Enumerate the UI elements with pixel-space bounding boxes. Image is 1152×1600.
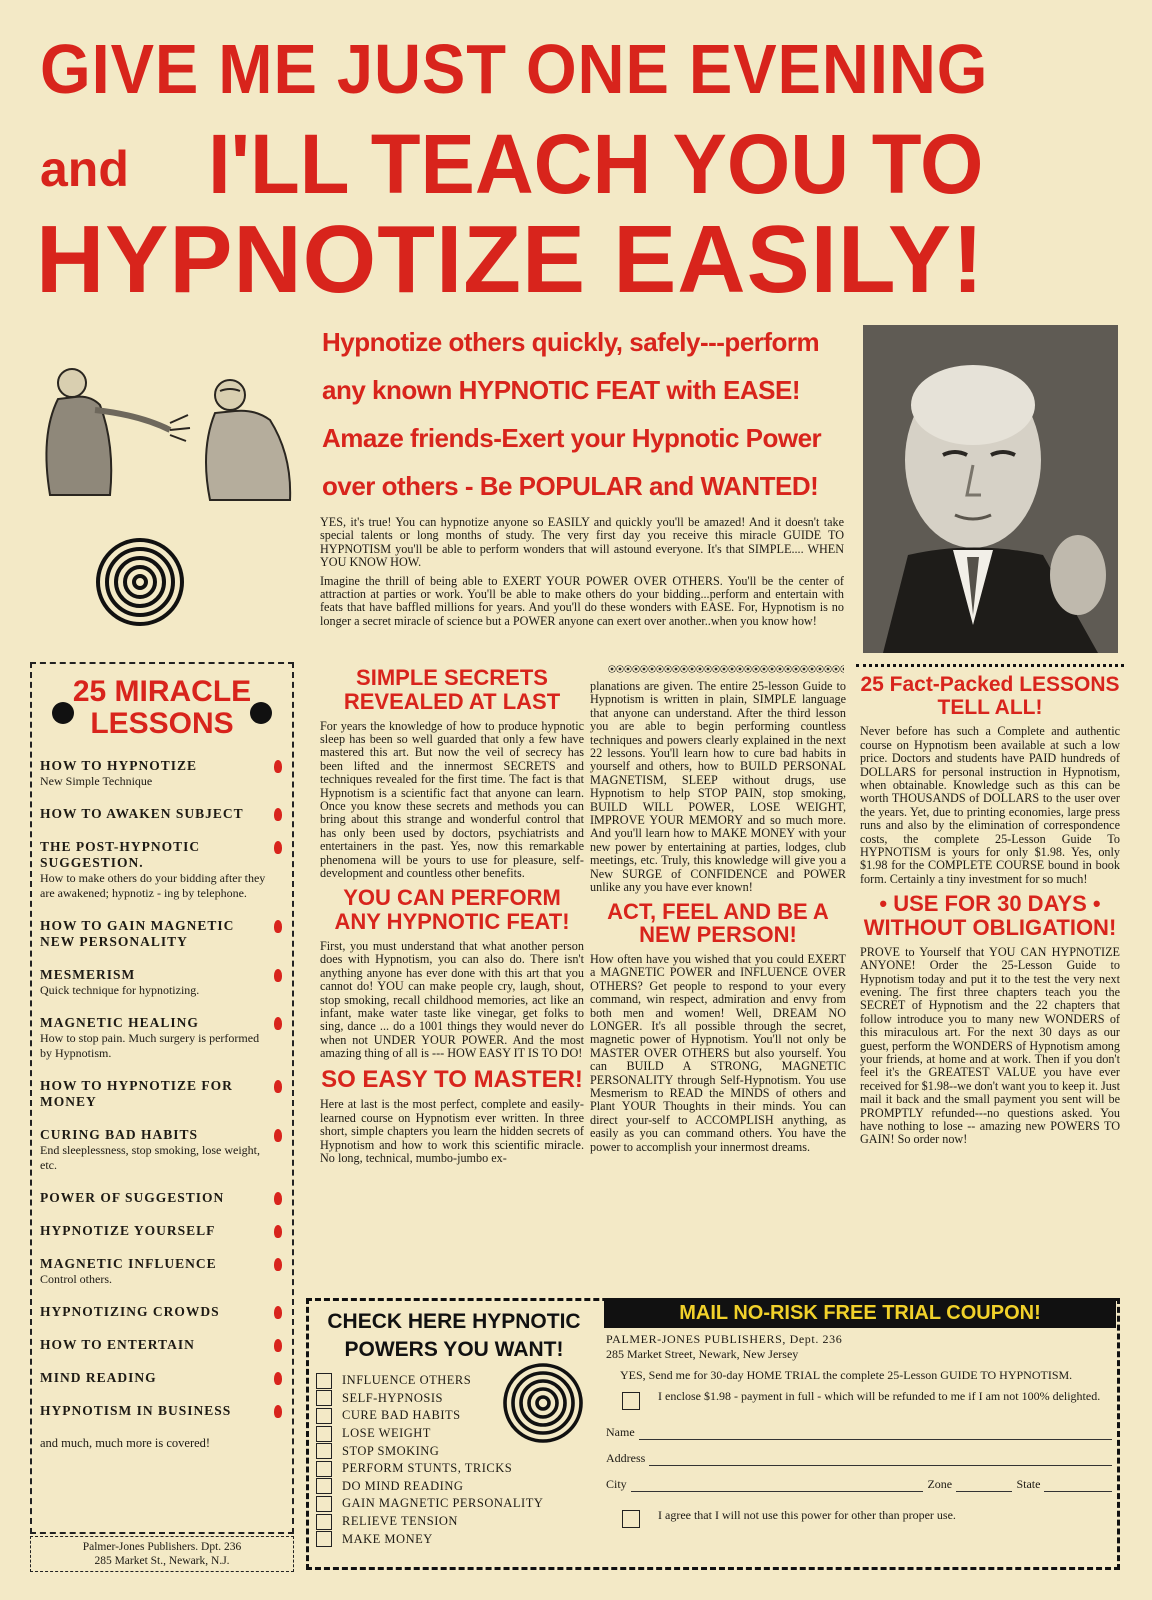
name-field[interactable] [606,1414,1112,1440]
coupon-address: 285 Market Street, Newark, New Jersey [606,1347,799,1361]
checkbox[interactable] [316,1373,332,1389]
section-text: Never before has such a Complete and authentic course on Hypnotism been available at such a low price. Doctors and students have PAID hundreds of DOLLARS for personal instruction in Hypnotism, when obtainable. Knowledge such as this can be worth THOUSANDS of DOLLARS to the user over the years. Yet, due to printing economies, large press runs and also by the elimination of correspondence costs, the complete 25-Lesson Guide To HYPNOTISM is yours for only $1.98. Yes, only $1.98 for the COMPLETE COURSE bound in book form. Certainly a tiny investment for so much! [860,724,1120,886]
lesson-title: HOW TO HYPNOTIZE [40,758,198,773]
checklist-title [316,1308,592,1364]
section-heading: SIMPLE SECRETS REVEALED AT LAST [343,665,561,714]
agree-text: I agree that I will not use this power for other than proper use. [658,1508,956,1522]
checklist-item[interactable] [316,1530,592,1548]
lesson-item [40,758,284,789]
checklist-title-line: POWERS YOU WANT! [344,1338,564,1361]
flame-icon [274,1080,282,1093]
agree-row [622,1508,1112,1528]
flame-icon [274,1017,282,1030]
lessons-title [40,672,284,741]
checkbox[interactable] [316,1478,332,1494]
section-heading: ACT, FEEL AND BE A NEW PERSON! [607,898,829,948]
name-label: Name [606,1425,635,1439]
lesson-title: MIND READING [40,1370,157,1385]
flame-icon [274,969,282,982]
lesson-item [40,967,284,998]
publisher-address-small [30,1536,294,1572]
lesson-item [40,1127,284,1173]
publisher-line: 285 Market St., Newark, N.J. [94,1555,230,1567]
subheadline [322,318,842,510]
coupon-publisher: PALMER-JONES PUBLISHERS, Dept. 236 [606,1332,843,1346]
subheadline-line: any known HYPNOTIC FEAT with EASE! [322,375,800,405]
checklist-label: INFLUENCE OTHERS [342,1373,472,1388]
section-text: First, you must understand that what another person does with Hypnotism, you can also do. There isn't anything anyone has ever done with this art that you cannot do! YOU can make people cry, laugh, shout, stop smoking, recall childhood memories, act like an infant, make water taste like vinegar, get folks to sing, dance ... do a 1001 things they would never do when not UNDER YOUR POWER. And the most amazing thing of all is --- HOW EASY IT IS TO DO! [320,938,584,1061]
flame-icon [274,1372,282,1385]
checklist-item[interactable] [316,1478,592,1496]
coupon-form [606,1332,1112,1528]
checklist-label: PERFORM STUNTS, TRICKS [342,1461,513,1476]
checklist-label: STOP SMOKING [342,1443,440,1458]
checkbox[interactable] [316,1408,332,1424]
intro-paragraph: Imagine the thrill of being able to EXERT YOUR POWER OVER OTHERS. You'll be the center of attraction at parties or work. You'll be able to make others do your bidding...perform and entertain with feats that have baffled millions for years. And you'll do these wonders with EASE. For, Hypnotism is no longer a secret miracle of science but a POWER anyone can exert over another..when you know how! [320,573,844,628]
coupon-banner: MAIL NO-RISK FREE TRIAL COUPON! [604,1298,1116,1328]
checkbox[interactable] [316,1496,332,1512]
column-3-rule [856,664,1124,667]
checkbox[interactable] [316,1426,332,1442]
checklist-item[interactable] [316,1495,592,1513]
zone-label: Zone [927,1477,953,1491]
bullet-dot-icon [250,702,272,724]
lesson-title: MAGNETIC HEALING [40,1015,199,1030]
section-heading: SO EASY TO MASTER! [321,1065,583,1093]
checklist-label: SELF-HYPNOSIS [342,1390,443,1405]
checkbox[interactable] [316,1390,332,1406]
lesson-title: HOW TO HYPNOTIZE FOR MONEY [40,1078,233,1109]
checklist-label: CURE BAD HABITS [342,1408,461,1423]
bullet-dot-icon [52,702,74,724]
lesson-item [40,918,284,950]
publisher-line: Palmer-Jones Publishers. Dpt. 236 [82,1541,242,1553]
section-text: planations are given. The entire 25-lesson Guide to Hypnotism is written in plain, SIMPLE language that anyone can understand. After the third lesson you are able to begin performing countless techniques and powers clearly explained in the next 22 lessons. You'll learn how to cure bad habits in yourself and others, how to BUILD PERSONAL MAGNETISM, SLEEP without drugs, use Hypnotism to help STOP PAIN, stop smoking, BUILD WILL POWER, LOSE WEIGHT, IMPROVE YOUR MEMORY and so much more. And you'll learn how to MAKE MONEY with your new power by entertaining at parties, lodges, club meetings, etc. Truly, this knowledge will give you a New SURGE of CONFIDENCE and POWER unlike any you have ever known! [590,679,846,895]
checklist-title-line: CHECK HERE HYPNOTIC [327,1310,581,1333]
lesson-item [40,1223,284,1239]
lesson-item [40,1078,284,1110]
section-text: For years the knowledge of how to produce hypnotic sleep has been so well guarded that only a few have mastered this art. But now the veil of secrecy has been lifted and the innermost SECRETS and techniques revealed for the first time. The fact is that Hypnotism is a scientific fact that anyone can learn. Once you know these secrets and methods you can bring about this strange and wonderful control that has only been used by doctors, psychiatrists and entertainers in the past. Yes, now this remarkable phenomena will be yours to use for pleasure, self-development and countless other benefits. [320,718,584,880]
checklist-label: RELIEVE TENSION [342,1514,458,1529]
intro-paragraph: YES, it's true! You can hypnotize anyone so EASILY and quickly you'll be amazed! And it doesn't take special talents or long months of study. The very first day you receive this miracle GUIDE TO HYPNOTISM you'll be able to perform wonders that will astound everyone. It's that SIMPLE.... WHEN YOU KNOW HOW. [320,515,844,570]
column-1 [320,666,584,1170]
city-zone-state-field[interactable] [606,1466,1112,1492]
subheadline-line: over others - Be POPULAR and WANTED! [322,471,819,501]
checkbox[interactable] [316,1514,332,1530]
checkbox[interactable] [316,1461,332,1477]
lessons-list [40,758,284,1419]
flame-icon [274,760,282,773]
checklist-label: DO MIND READING [342,1478,464,1493]
lesson-item [40,1190,284,1206]
flame-icon [274,1258,282,1271]
flame-icon [274,1306,282,1319]
section-heading: YOU CAN PERFORM ANY HYPNOTIC FEAT! [334,885,570,935]
lessons-title-line: LESSONS [90,707,234,741]
checkbox[interactable] [316,1531,332,1547]
column-3 [860,674,1120,1152]
lesson-item [40,1403,284,1419]
hypnotist-illustration [30,355,300,505]
lesson-title: MAGNETIC INFLUENCE [40,1256,217,1271]
lesson-title: HOW TO ENTERTAIN [40,1337,195,1352]
intro-text [320,516,844,633]
coupon-order-text: YES, Send me for 30-day HOME TRIAL the complete 25-Lesson GUIDE TO HYPNOTISM. [620,1368,1073,1382]
lesson-title: CURING BAD HABITS [40,1127,199,1142]
address-label: Address [606,1451,646,1465]
checkbox[interactable] [316,1443,332,1459]
lesson-description: How to stop pain. Much surgery is performed by Hypnotism. [40,1031,260,1060]
lesson-title: POWER OF SUGGESTION [40,1190,225,1205]
lesson-description: Quick technique for hypnotizing. [40,983,200,997]
checklist-label: GAIN MAGNETIC PERSONALITY [342,1496,544,1511]
lesson-description: How to make others do your bidding after they are awakened; hypnotiz - ing by telephone. [40,871,266,900]
lesson-description: New Simple Technique [40,774,153,788]
checklist-label: LOSE WEIGHT [342,1426,431,1441]
checklist-item[interactable] [316,1460,592,1478]
agree-checkbox[interactable] [622,1510,640,1528]
headline-line-3: HYPNOTIZE EASILY! [36,206,985,313]
lessons-title-line: 25 MIRACLE [72,675,252,708]
headline-line-1: GIVE ME JUST ONE EVENING [40,30,989,108]
lesson-title: MESMERISM [40,967,136,982]
enclose-text: I enclose $1.98 - payment in full - which will be refunded to me if I am not 100% delighted. [658,1389,1101,1403]
decorative-border [608,664,844,674]
lesson-item [40,806,284,822]
headline-line-2: I'LL TEACH YOU TO [208,117,984,211]
checklist-label: MAKE MONEY [342,1531,433,1546]
flame-icon [274,1129,282,1142]
column-2 [590,680,846,1159]
flame-icon [274,808,282,821]
section-text: Here at last is the most perfect, complete and easily-learned course on Hypnotism ever written. In three short, simple chapters you learn the hidden secrets of Hypnotism and how to work this scientific miracle. No long, technical, mumbo-jumbo ex- [320,1097,584,1166]
spiral-icon [94,536,186,628]
flame-icon [274,841,282,854]
lesson-title: HOW TO AWAKEN SUBJECT [40,806,244,821]
lesson-title: HYPNOTIZING CROWDS [40,1304,220,1319]
lesson-item [40,1337,284,1353]
lesson-item [40,1370,284,1386]
section-text: How often have you wished that you could EXERT a MAGNETIC POWER and INFLUENCE OVER OTHERS? Get people to respond to your every command, win respect, admiration and envy from both men and women! Well, DREAM NO LONGER. It's all possible through the secret, magnetic power of Hypnotism. You'll not only be MASTER OVER OTHERS but also yourself. You can BUILD A STRONG, MAGNETIC PERSONALITY through Self-Hypnotism. You use Mesmerism to READ the MINDS of others and Plant YOUR Thoughts in their minds. You can direct your-self to ACCOMPLISH anything, as easily as you can command others. You have the power to accomplish your innermost dreams. [590,952,846,1154]
flame-icon [274,1225,282,1238]
enclose-checkbox[interactable] [622,1392,640,1410]
checklist-item[interactable] [316,1513,592,1531]
lesson-description: Control others. [40,1272,112,1286]
spiral-icon [502,1362,584,1444]
lesson-item [40,1015,284,1061]
hypnotist-portrait-photo [863,325,1118,653]
address-field[interactable] [606,1440,1112,1466]
lesson-description: End sleeplessness, stop smoking, lose weight, etc. [40,1143,260,1172]
lesson-item [40,1304,284,1320]
flame-icon [274,1339,282,1352]
flame-icon [274,1405,282,1418]
flame-icon [274,1192,282,1205]
lesson-title: THE POST-HYPNOTIC SUGGESTION. [40,839,201,870]
lesson-title: HYPNOTIZE YOURSELF [40,1223,216,1238]
subheadline-line: Hypnotize others quickly, safely---perform [322,327,820,357]
state-label: State [1016,1477,1041,1491]
section-heading: • USE FOR 30 DAYS • WITHOUT OBLIGATION! [863,891,1117,940]
lesson-title: HOW TO GAIN MAGNETIC NEW PERSONALITY [40,918,235,949]
headline-and: and [40,141,129,197]
enclose-row [622,1389,1112,1410]
subheadline-line: Amaze friends-Exert your Hypnotic Power [322,423,822,453]
lesson-title: HYPNOTISM IN BUSINESS [40,1403,232,1418]
city-label: City [606,1477,627,1491]
section-heading: 25 Fact-Packed LESSONS TELL ALL! [860,673,1120,719]
section-text: PROVE to Yourself that YOU CAN HYPNOTIZE ANYONE! Order the 25-Lesson Guide to Hypnotism today and put it to the test the very next evening. The first three chapters teach you the SECRET of Hypnotism and the 22 chapters that follow introduce you to many new WONDERS of this miraculous art. For the next 30 days as our guest, perform the WONDERS of Hypnotism among your friends, at home and at work. Then if you don't feel it's the GREATEST VALUE you have ever received for $1.98--we don't want you to keep it. Just mail it back and the small payment you sent will be PROMPTLY refunded---no questions asked. You have nothing to lose -- amazing new POWERS TO GAIN! So order now! [860,944,1120,1147]
lesson-item [40,839,284,901]
lesson-item [40,1256,284,1287]
flame-icon [274,920,282,933]
lessons-footer: and much, much more is covered! [40,1436,211,1450]
lessons-box [30,662,294,1534]
checklist-item[interactable] [316,1442,592,1460]
